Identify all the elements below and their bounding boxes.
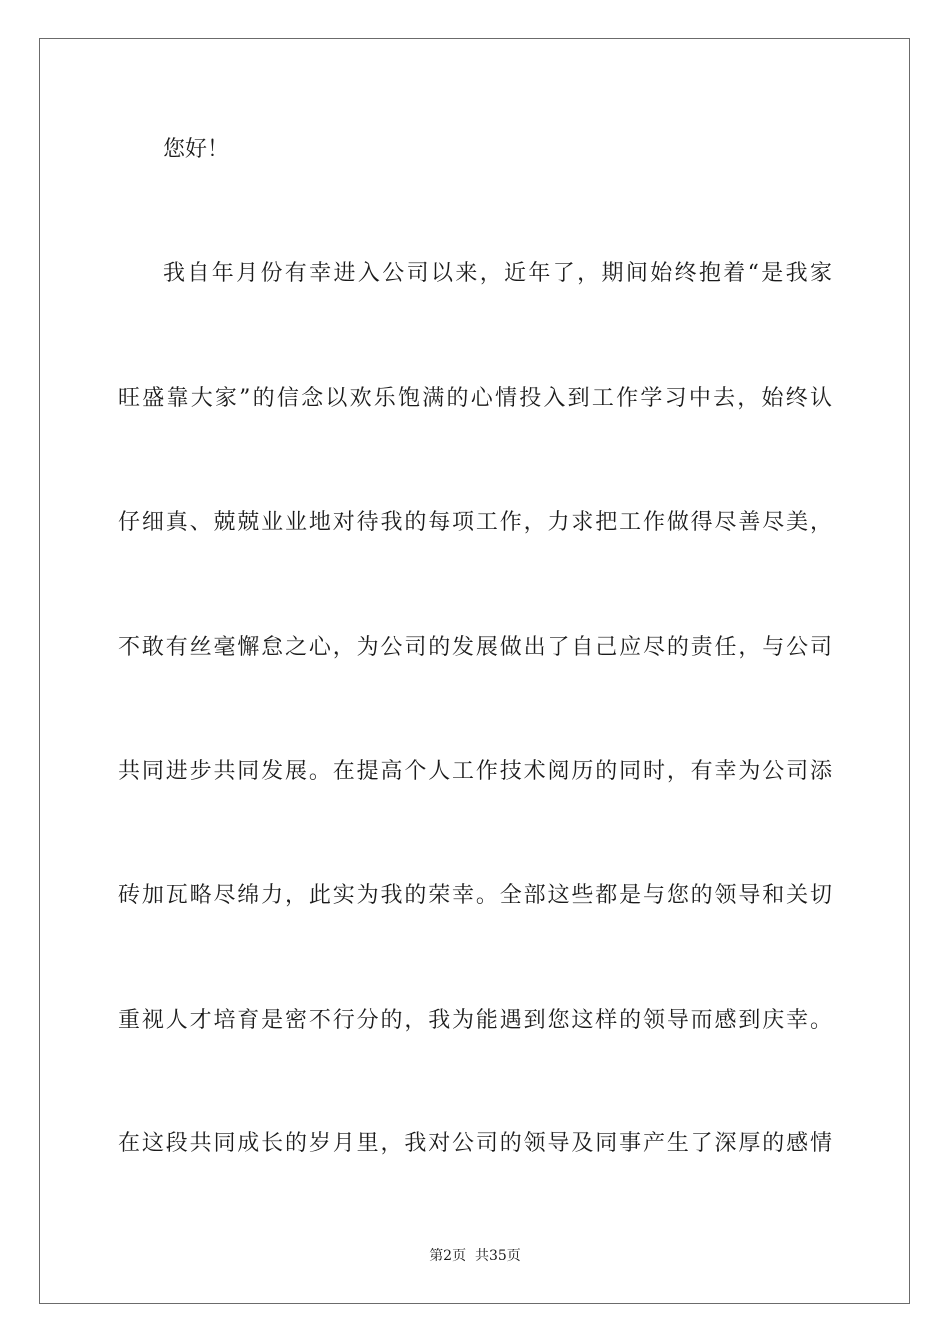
paragraph-line: 在这段共同成长的岁月里，我对公司的领导及同事产生了深厚的感情 (118, 1131, 832, 1156)
paragraph-line: 仔细真、兢兢业业地对待我的每项工作，力求把工作做得尽善尽美， (118, 510, 832, 535)
greeting-line: 您好！ (163, 137, 230, 162)
paragraph-line: 不敢有丝毫懈怠之心，为公司的发展做出了自己应尽的责任，与公司 (118, 635, 832, 660)
page-frame (39, 38, 910, 1304)
paragraph-line: 旺盛靠大家”的信念以欢乐饱满的心情投入到工作学习中去，始终认 (118, 386, 832, 411)
paragraph-line: 重视人才培育是密不行分的，我为能遇到您这样的领导而感到庆幸。 (118, 1008, 832, 1033)
paragraph-line: 砖加瓦略尽绵力，此实为我的荣幸。全部这些都是与您的领导和关切 (118, 883, 832, 908)
paragraph-line: 共同进步共同发展。在提高个人工作技术阅历的同时，有幸为公司添 (118, 759, 832, 784)
page-number-footer: 第2页 共35页 (429, 1248, 521, 1264)
paragraph-line: 我自年月份有幸进入公司以来，近年了，期间始终抱着“是我家 (163, 261, 832, 286)
